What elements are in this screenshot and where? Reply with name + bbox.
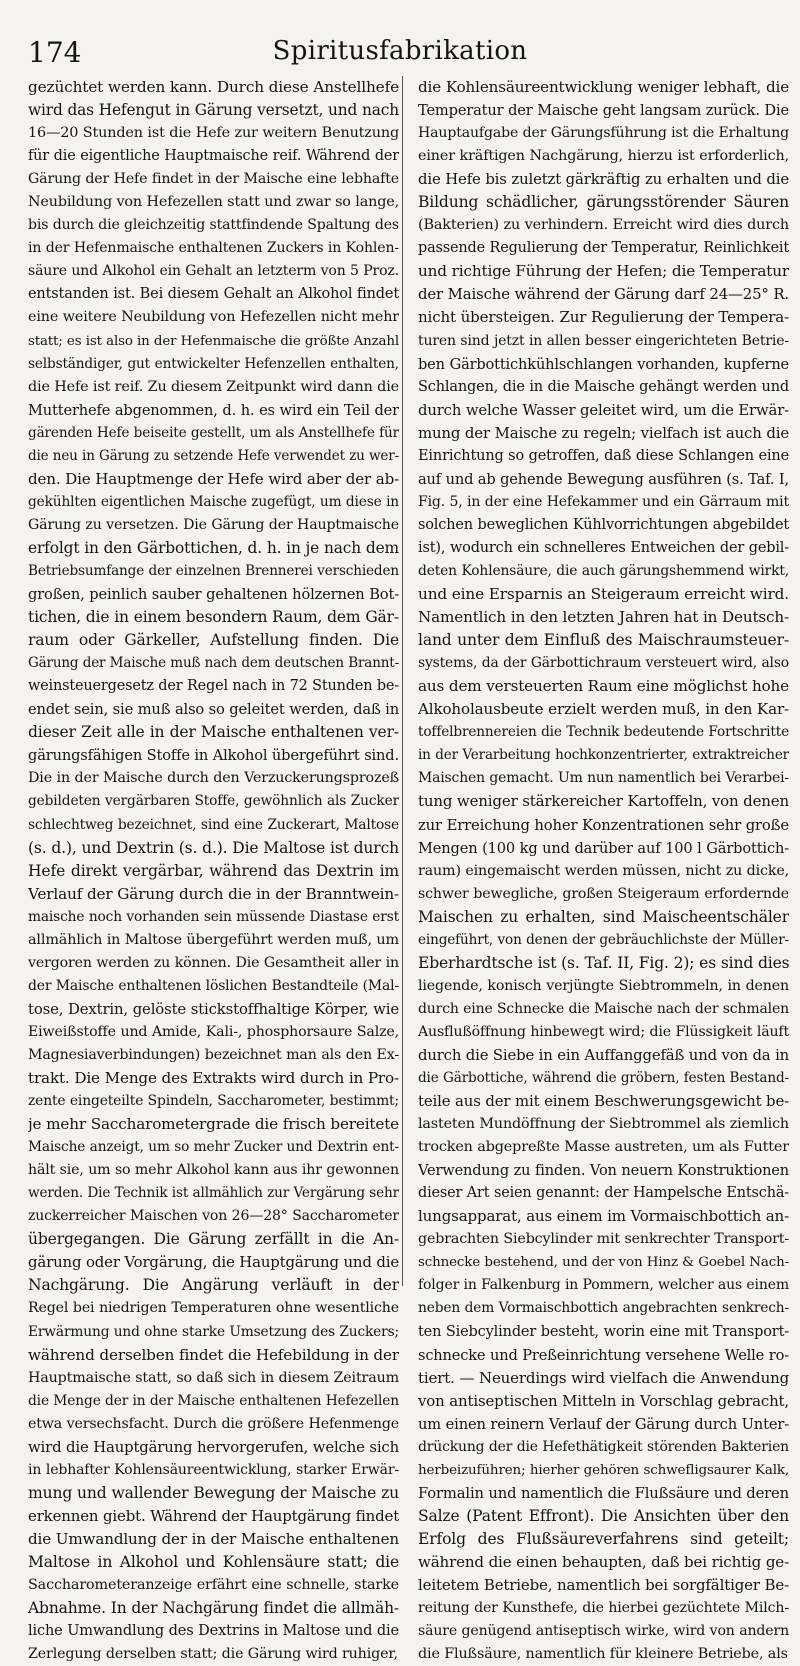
text-line: Maltose in Alkohol und Kohlensäure statt; die [28, 1553, 399, 1571]
text-line: gärung oder Vorgärung, die Hauptgärung und die [28, 1253, 399, 1272]
text-line: Regel bei niedrigen Temperaturen ohne wesentliche [28, 1300, 399, 1317]
text-line: Alkoholausbeute erzielt werden muß, in den Kar- [418, 700, 789, 719]
text-line: Maischen zu erhalten, sind Maischeentschäler [418, 907, 789, 926]
text-line: Mengen (100 kg und darüber auf 100 l Gärbottich- [418, 839, 789, 857]
text-line: teile aus der mit einem Beschwerungsgewicht be- [418, 1092, 789, 1111]
text-line: die Hefe ist reif. Zu diesem Zeitpunkt wird dann die [28, 378, 399, 395]
text-line: statt; es ist also in der Hefenmaische die größte Anzahl [28, 333, 399, 349]
text-line: tung weniger stärkereicher Kartoffeln, von denen [418, 792, 789, 811]
text-line: die Kohlensäureentwicklung weniger lebhaft, die [418, 78, 789, 96]
text-line: deten Kohlensäure, die auch gärungshemmend wirkt, [418, 562, 789, 579]
text-line: durch welche Wasser geleitet wird, um die Erwär- [418, 401, 789, 419]
text-line: gärenden Hefe beiseite gestellt, um als Anstellhefe für [28, 424, 399, 441]
text-line: Eberhardtsche ist (s. Taf. II, Fig. 2); es sind dies [418, 953, 789, 972]
text-line: ben Gärbottichkühlschlangen vorhanden, kupferne [418, 355, 789, 373]
text-line: die Flußsäure, namentlich für kleinere Betriebe, als [418, 1646, 788, 1663]
text-line: nicht übersteigen. Zur Regulierung der Tempera- [418, 308, 789, 327]
text-line: und richtige Führung der Hefen; die Temperatur [418, 262, 789, 281]
text-line: je mehr Saccharometergrade die frisch bereitete [28, 1115, 399, 1134]
text-line: schnecke und Preßeinrichtung versehene Welle ro- [418, 1346, 789, 1364]
text-line: durch die Siebe in ein Auffanggefäß und von da in [418, 1046, 789, 1064]
text-line: Verwendung zu finden. Von neuern Konstruktionen [418, 1162, 789, 1180]
text-line: (s. d.), und Dextrin (s. d.). Die Maltose ist durch [28, 838, 399, 857]
text-line: vergoren werden zu können. Die Gesamtheit aller in [28, 954, 399, 971]
text-line: die Hefe bis zuletzt gärkräftig zu erhalten und die [418, 170, 789, 189]
text-line: erkennen giebt. Während der Hauptgärung findet [28, 1506, 399, 1525]
text-line: turen sind jetzt in allen besser eingerichteten Betrie- [418, 332, 789, 349]
column-divider [402, 76, 403, 1286]
text-line: lasteten Mundöffnung der Siebtrommel als ziemlich [418, 1116, 789, 1133]
text-line: werden. Die Technik ist allmählich zur Vergärung sehr [28, 1185, 399, 1202]
text-line: mung der Maische zu regeln; vielfach ist auch die [418, 423, 789, 442]
text-line: Hauptmaische statt, so daß sich in diesem Zeitraum [28, 1369, 399, 1386]
text-line: tiert. — Neuerdings wird vielfach die Anwendung [418, 1368, 789, 1387]
text-line: Namentlich in den letzten Jahren hat in Deutsch- [418, 608, 789, 627]
text-line: die neu in Gärung zu setzende Hefe verwendet zu wer- [28, 447, 399, 464]
text-line: Die in der Maische durch den Verzuckerungsprozeß [28, 770, 399, 787]
text-line: zuckerreicher Maischen von 26—28° Saccharometer [28, 1208, 399, 1225]
text-line: Saccharometeranzeige erfährt eine schnelle, starke [28, 1577, 399, 1594]
text-line: tose, Dextrin, gelöste stickstoffhaltige Körper, wie [28, 999, 399, 1018]
text-line: Hefe direkt vergärbar, während das Dextrin im [28, 861, 399, 880]
text-line: Hauptaufgabe der Gärungsführung ist die Erhaltung [418, 125, 789, 142]
page-number: 174 [28, 36, 82, 69]
left-text-column [28, 76, 399, 1666]
text-line: solchen beweglichen Kühlvorrichtungen abgebildet [418, 516, 789, 533]
text-line: in der Verarbeitung hochkonzentrierter, extraktreicher [418, 747, 789, 764]
page-header [0, 32, 800, 72]
text-line: mung und wallender Bewegung der Maische zu [28, 1483, 399, 1502]
text-line: auf und ab gehende Bewegung ausführen (s. Taf. I, [418, 470, 789, 488]
text-line: systems, da der Gärbottichraum versteuert wird, also [418, 655, 789, 672]
text-line: während die einen behaupten, daß bei richtig ge- [418, 1553, 789, 1571]
text-line: eine weitere Neubildung von Hefezellen nicht mehr [28, 309, 399, 326]
text-line: und eine Ersparnis an Steigeraum erreicht wird. [418, 585, 789, 604]
text-line: säure und Alkohol ein Gehalt an letzterm von 5 Proz. [28, 263, 399, 280]
text-line: herbeizuführen; hierher gehören schwefligsaurer Kalk, [418, 1461, 789, 1478]
text-line: Erfolg des Flußsäureverfahrens sind geteilt; [418, 1529, 789, 1548]
text-line: Neubildung von Hefezellen statt und zwar so lange, [28, 194, 399, 211]
text-line: ten Siebcylinder besteht, worin eine mit Transport- [418, 1323, 789, 1340]
text-line: Maische anzeigt, um so mehr Zucker und Dextrin ent- [28, 1139, 399, 1156]
text-line: tichen, die in einem besondern Raum, dem Gär- [28, 608, 399, 627]
text-line: Einrichtung so getroffen, daß diese Schlangen eine [418, 447, 789, 464]
text-line: raum) eingemaischt werden müssen, nicht zu dicke, [418, 862, 789, 879]
text-line: erfolgt in den Gärbottichen, d. h. in je nach dem [28, 538, 399, 557]
text-line: raum oder Gärkeller, Aufstellung finden. Die [28, 631, 399, 650]
text-line: liegende, konisch verjüngte Siebtrommeln, in denen [418, 977, 789, 994]
text-line: selbständiger, gut entwickelter Hefenzellen enthalten, [28, 355, 399, 372]
text-line: Magnesiaverbindungen) bezeichnet man als den Ex- [28, 1046, 399, 1063]
text-line: Formalin und namentlich die Flußsäure und deren [418, 1484, 789, 1502]
text-line: Schlangen, die in die Maische gehängt werden und [418, 378, 789, 395]
text-line: weinsteuergesetz der Regel nach in 72 Stunden be- [28, 678, 399, 695]
text-line: ist), wodurch ein schnelleres Entweichen der gebil- [418, 539, 789, 556]
text-line: Temperatur der Maische geht langsam zurück. Die [418, 102, 789, 120]
text-line: entstanden ist. Bei diesem Gehalt an Alkohol findet [28, 286, 399, 303]
text-line: eingeführt, von denen der gebräuchlichste der Müller- [418, 931, 789, 948]
text-line: toffelbrennereien die Technik bedeutende Fortschritte [418, 724, 789, 741]
text-line: land unter dem Einfluß des Maischraumsteuer- [418, 631, 789, 650]
text-line: großen, peinlich sauber gehaltenen hölzernen Bot- [28, 586, 399, 604]
text-line: passende Regulierung der Temperatur, Reinlichkeit [418, 240, 789, 257]
text-line: Zerlegung derselben statt; die Gärung wird ruhiger, [28, 1646, 398, 1663]
text-line: Salze (Patent Effront). Die Ansichten über den [418, 1506, 789, 1525]
text-line: Eiweißstoffe und Amide, Kali-, phosphorsaure Salze, [28, 1023, 399, 1040]
text-line: gezüchtet werden kann. Durch diese Anstellhefe [28, 78, 399, 96]
text-line: gebrachten Siebcylinder mit senkrechter Transport- [418, 1231, 789, 1248]
text-line: gekühlten eigentlichen Maische zugefügt, um diese in [28, 493, 399, 510]
text-line: etwa versechsfacht. Durch die größere Hefenmenge [28, 1415, 399, 1432]
text-line: durch eine Schnecke die Maische nach der schmalen [418, 1000, 789, 1017]
text-line: die Umwandlung der in der Maische enthaltenen [28, 1529, 399, 1548]
text-line: liche Umwandlung des Dextrins in Maltose und die [28, 1623, 399, 1640]
text-line: Ausflußöffnung hinbewegt wird; die Flüssigkeit läuft [418, 1023, 789, 1040]
text-line: Betriebsumfange der einzelnen Brennerei verschieden [28, 562, 399, 579]
text-line: die Gärbottiche, während die gröbern, festen Bestand- [418, 1070, 789, 1087]
text-line: allmählich in Maltose übergeführt werden muß, um [28, 931, 399, 948]
text-line: hält sie, um so mehr Alkohol kann aus ihr gewonnen [28, 1162, 399, 1179]
text-line: zur Erreichung hoher Konzentrationen sehr große [418, 816, 789, 834]
text-line: folger in Falkenburg in Pommern, welcher aus einem [418, 1277, 789, 1294]
text-line: trocken abgepreßte Masse austreten, um als Futter [418, 1139, 789, 1156]
text-line: bis durch die gleichzeitig stattfindende Spaltung des [28, 217, 399, 234]
text-line: dieser Zeit alle in der Maische enthaltenen ver- [28, 723, 399, 742]
running-title: Spiritusfabrikation [272, 36, 528, 66]
text-line: Gärung der Hefe findet in der Maische eine lebhafte [28, 171, 399, 188]
text-line: Gärung zu versetzen. Die Gärung der Hauptmaische [28, 516, 399, 533]
text-line: lungsapparat, aus einem im Vormaischbottich an- [418, 1207, 789, 1226]
text-line: gebildeten vergärbaren Stoffe, gewöhnlich als Zucker [28, 793, 399, 810]
text-line: um einen reinern Verlauf der Gärung durch Unter- [418, 1415, 789, 1433]
text-line: der Maische enthaltenen löslichen Bestandteile (Mal- [28, 977, 399, 994]
text-line: Nachgärung. Die Angärung verläuft in der [28, 1276, 399, 1295]
text-line: (Bakterien) zu verhindern. Erreicht wird dies durch [418, 217, 789, 234]
text-line: leitetem Betriebe, namentlich bei sorgfältiger Be- [418, 1576, 789, 1595]
text-line: den. Die Hauptmenge der Hefe wird aber der ab- [28, 469, 399, 488]
text-line: wird das Hefengut in Gärung versetzt, und nach [28, 101, 399, 120]
text-line: der Maische während der Gärung darf 24—25° R. [418, 285, 789, 304]
text-line: während derselben findet die Hefebildung in der [28, 1345, 399, 1364]
text-line: endet sein, sie muß also so geleitet werden, daß in [28, 701, 399, 719]
text-line: wird die Hauptgärung hervorgerufen, welche sich [28, 1438, 399, 1456]
text-line: in der Hefenmaische enthaltenen Zuckers in Kohlen- [28, 240, 399, 257]
text-line: schwer bewegliche, großen Steigeraum erfordernde [418, 885, 789, 902]
text-line: 16—20 Stunden ist die Hefe zur weitern Benutzung [28, 125, 399, 142]
text-line: von antiseptischen Mitteln in Vorschlag gebracht, [418, 1391, 789, 1410]
text-line: schnecke bestehend, und der von Hinz & Goebel Nach- [418, 1255, 789, 1271]
text-line: für die eigentliche Hauptmaische reif. Während der [28, 148, 399, 165]
text-line: Verlauf der Gärung durch die in der Branntwein- [28, 884, 399, 903]
text-line: Bildung schädlicher, gärungsstörender Säuren [418, 193, 789, 212]
text-line: zente eingeteilte Spindeln, Saccharometer, bestimmt; [28, 1093, 399, 1110]
text-line: Erwärmung und ohne starke Umsetzung des Zuckers; [28, 1323, 399, 1340]
text-line: Fig. 5, in der eine Hefekammer und ein Gärraum mit [418, 493, 789, 510]
text-line: trakt. Die Menge des Extrakts wird durch in Pro- [28, 1069, 399, 1088]
text-line: die Menge der in der Maische enthaltenen Hefezellen [28, 1392, 399, 1409]
right-text-column [418, 76, 789, 1666]
text-line: neben dem Vormaischbottich angebrachten senkrech- [418, 1300, 789, 1317]
text-line: Mutterhefe abgenommen, d. h. es wird ein Teil der [28, 401, 399, 419]
text-line: in lebhafter Kohlensäureentwicklung, starker Erwär- [28, 1461, 399, 1478]
text-line: übergegangen. Die Gärung zerfällt in die An- [28, 1230, 399, 1249]
text-line: maische noch vorhanden sein müssende Diastase erst [28, 908, 399, 925]
text-line: Gärung der Maische muß nach dem deutschen Brannt- [28, 655, 399, 672]
text-line: säure genügend antiseptisch wirke, wird von andern [418, 1623, 789, 1640]
text-line: Abnahme. In der Nachgärung findet die allmäh- [28, 1599, 399, 1618]
text-line: Maischen gemacht. Um nun namentlich bei Verarbei- [418, 770, 789, 787]
text-line: dieser Art seien genannt: der Hampelsche Entschä- [418, 1185, 789, 1202]
text-line: gärungsfähigen Stoffe in Alkohol übergeführt sind. [28, 747, 399, 765]
text-line: drückung der die Hefethätigkeit störenden Bakterien [418, 1438, 789, 1455]
text-line: reitung der Kunsthefe, die hierbei gezüchtete Milch- [418, 1600, 789, 1617]
text-line: einer kräftigen Nachgärung, hierzu ist erforderlich, [418, 148, 789, 165]
text-line: aus dem versteuerten Raum eine möglichst hohe [418, 677, 789, 696]
text-line: schlechtweg bezeichnet, sind eine Zuckerart, Maltose [28, 816, 399, 833]
